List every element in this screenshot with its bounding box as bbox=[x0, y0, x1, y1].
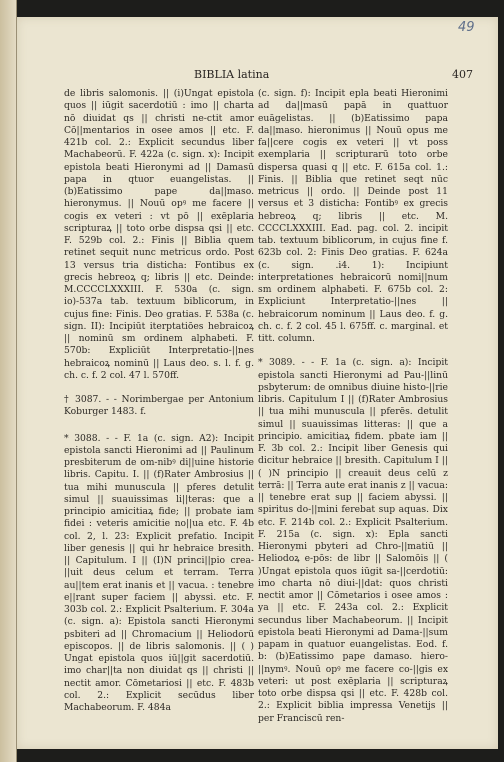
handwritten-folio-number: 49 bbox=[458, 20, 475, 35]
entry-continuation: de libris salomonis. || (i)Ungat epistola quos || iūgit sacerdotiū : imo || charta nō diuidat qs || christi ne-ctit amor Cō||mentarios in osee amos || etc. F. 421b col. 2.: Explicit secundus liber Machabeorū. F. 422a (c. sign. x): Incipit epistola beati Hieronymi ad || Damasū papa in qtuor euangelistas. || (b)Eatissimo pape da||maso. hieronymus. || Nouū opꝰ me facere || cogis ex veteri : vt pō || exēplaria scripturaꝝ || toto orbe dispsa qsi || etc. F. 529b col. 2.: Finis || Biblia quem retinet sequit nunc metricus ordo. Post 13 versus tria disticha: Fontibus ex grecis hebreoꝝ q; libris || etc. Deinde: M.CCCCLXXXIII. F. 530a (c. sign. io)-537a tab. textuum biblicorum, in cujus fine: Finis. Deo gratias. F. 538a (c. sign. II): Incipiūt iterptatiōes hebraicoꝝ || nominū sm ordinem alphabeti. F. 570b: Expliciūt Interpretatio-||nes hebraicoꝝ nominū || Laus deo. s. l. f. g. ch. c. f. 2 col. 47 l. 570ff. bbox=[64, 88, 254, 381]
running-head: BIBLIA latina bbox=[194, 68, 270, 81]
entry-3088: * 3088. - - F. 1a (c. sign. A2): Incipit epistola sancti Hieronimi ad || Paulinum presbiterum de om-nibꝰ di||uine historie libris. Capitu. I. || (f)Rater Ambrosius || tua mihi munuscula || pferes detulit simul || suauissimas li||teras: que a principio amicitiaꝝ fide; || probate iam fidei : veteris amicitie no||ua etc. F. 4b col. 2, l. 23: Explicit prefatio. Incipit liber genesis || qui hr hebraice bresith. || Capitulum. I || (I)N princi||pio crea-||uit deus celum et terram. Terra au||tem erat inanis et || vacua. : tenebre e||rant super faciem || abyssi. etc. F. 303b col. 2.: Explicit Psalterium. F. 304a (c. sign. a): Epistola sancti Hieronymi psbiteri ad || Chromacium || Heliodorū episcopos. || de libris salomonis. || ( ) Ungat epistola quos iū||git sacerdotiū. imo char||ta non diuidat qs || christi || nectit amor. Cōmetariosi || etc. F. 483b col. 2.: Explicit secūdus liber Machabeorum. F. 484a bbox=[64, 432, 254, 713]
page-number: 407 bbox=[452, 68, 473, 81]
right-column bbox=[258, 88, 448, 725]
entry-3087: † 3087. - - Norimbergae per Antonium Koburger 1483. f. bbox=[64, 394, 254, 418]
entry-3089: * 3089. - - F. 1a (c. sign. a): Incipit epistola sancti Hieronymi ad Pau-||linū psbyterum: de omnibus diuine histo-||rie libris. Capitulum I || (f)Rater Ambrosius || tua mihi munuscula || pferēs. detulit simul || suauissimas litteras: || que a principio. amicitiaꝝ fidem. pbate iam || F. 3b col. 2.: Incipit liber Genesis qui dicitur hebraice || bresith. Capitulum I || ( )N principio || creauit deus celū z terrā: || Terra aute erat inanis z || vacua: || tenebre erat sup || faciem abyssi. || spiritus do-||mini ferebat sup aquas. Dix etc. F. 214b col. 2.: Explicit Psalterium. F. 215a (c. sign. x): Epla sancti Hieronymi pbyteri ad Chro-||matiū || Heliodoꝝ e-pōs: de libr || Salomōis || ( )Ungat epistola quos iūgit sa-||cerdotiū: imo charta nō diui-||dat: quos christi nectit amor || Cōmetarios i osee amos : ya || etc. F. 243a col. 2.: Explicit secundus liber Machabeorum. || Incipit epistola beati Hieronymi ad Dama-||sum papam in quatuor euangelistas. Eod. f. b: (b)Eatissimo pape damaso. hiero-||nymꝰ. Nouū opꝰ me facere co-||gis ex veteri: ut post exēplaria || scripturaꝝ toto orbe dispsa qsi || etc. F. 428b col. 2.: Explicit biblia impressa Venetijs || per Franciscū ren- bbox=[258, 357, 448, 724]
adjacent-page-edge bbox=[0, 0, 17, 762]
entry-3088-continuation: (c. sign. f): Incipit epla beati Hieronimi ad da||masū papā in quattuor euāgelistas. || (b)Eatissimo papa da||maso. hieronimus || Nouū opus me fa||cere cogis ex veteri || vt poss exemplaria || scripturarū toto orbe dispersa quasi q || etc. F. 615a col. 1.: Finis. || Biblia que retinet seqt nūc metricus || ordo. || Deinde post 11 versus et 3 disticha: Fontibꝰ ex grecis hebreoꝝ q; libris || etc. M. CCCCLXXXIII. Ead. pag. col. 2. incipit tab. textuum biblicorum, in cujus fine f. 623b col. 2: Finis Deo gratias. F. 624a (c. sign. .i4. 1): Incipiunt interpretationes hebraicorū nomi||num sm ordinem alphabeti. F. 675b col. 2: Expliciunt Interpretatio-||nes || hebraicorum nominum || Laus deo. f. g. ch. c. f. 2 col. 45 l. 675ff. c. marginal. et titt. column. bbox=[258, 88, 448, 344]
left-column bbox=[64, 88, 254, 714]
